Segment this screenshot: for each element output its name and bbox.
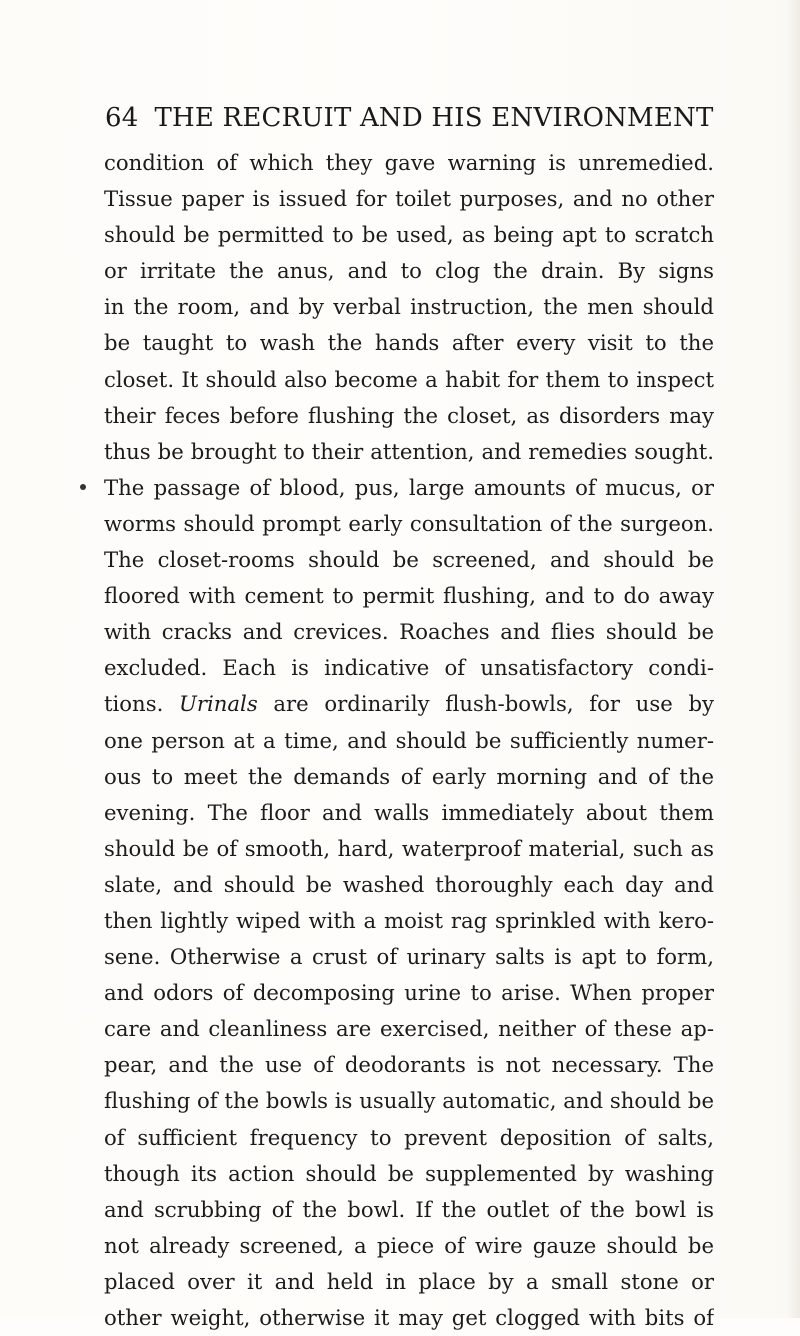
text-line: and scrubbing of the bowl. If the outlet of the bowl is	[104, 1196, 714, 1222]
margin-dot-mark	[80, 484, 86, 490]
text-line: care and cleanliness are exercised, neither of these ap-	[104, 1016, 714, 1042]
running-title: THE RECRUIT AND HIS ENVIRONMENT	[154, 103, 714, 133]
text-line: with cracks and crevices. Roaches and flies should be	[104, 619, 714, 645]
text-line: sene. Otherwise a crust of urinary salts is apt to form,	[104, 944, 714, 970]
text-line: not already screened, a piece of wire gauze should be	[104, 1232, 714, 1258]
text-line: should be permitted to be used, as being apt to scratch	[104, 222, 714, 248]
text-line: closet. It should also become a habit for them to inspect	[104, 366, 714, 392]
text-line: condition of which they gave warning is unremedied.	[104, 150, 714, 175]
page-edge-shadow	[786, 0, 800, 1318]
text-line: their feces before flushing the closet, as disorders may	[104, 402, 714, 428]
text-line: other weight, otherwise it may get clogged with bits of	[104, 1305, 714, 1330]
urinals-italic: Urinals	[179, 691, 258, 717]
text-line: excluded. Each is indicative of unsatisfactory condi-	[104, 655, 714, 681]
text-line: floored with cement to permit flushing, and to do away	[104, 583, 714, 609]
text-line: placed over it and held in place by a small stone or	[104, 1268, 714, 1294]
line-prefix: tions.	[104, 691, 164, 717]
text-line: evening. The floor and walls immediately about them	[104, 799, 714, 825]
text-line-urinals	[104, 686, 714, 722]
text-line: though its action should be supplemented by washing	[104, 1160, 714, 1186]
text-line: The passage of blood, pus, large amounts of mucus, or	[104, 474, 714, 500]
urinals-rest: are ordinarily flush-bowls, for use by	[257, 691, 714, 717]
text-line: flushing of the bowls is usually automatic, and should be	[104, 1088, 714, 1114]
text-line: pear, and the use of deodorants is not necessary. The	[104, 1052, 714, 1078]
text-line: Tissue paper is issued for toilet purposes, and no other	[104, 186, 714, 212]
body-text	[104, 145, 714, 1336]
page-number: 64	[105, 103, 139, 133]
text-line: worms should prompt early consultation of the surgeon.	[104, 510, 714, 536]
running-head	[105, 100, 725, 136]
text-line: thus be brought to their attention, and remedies sought.	[104, 438, 714, 464]
text-line: then lightly wiped with a moist rag sprinkled with kero-	[104, 907, 714, 933]
text-line: or irritate the anus, and to clog the drain. By signs	[104, 258, 714, 284]
text-line: and odors of decomposing urine to arise. When proper	[104, 980, 714, 1006]
text-line: should be of smooth, hard, waterproof material, such as	[104, 835, 714, 861]
text-line: be taught to wash the hands after every visit to the	[104, 330, 714, 356]
text-line: in the room, and by verbal instruction, the men should	[104, 294, 714, 320]
text-line: The closet-rooms should be screened, and should be	[104, 547, 714, 573]
text-line: ous to meet the demands of early morning and of the	[104, 763, 714, 789]
text-line: one person at a time, and should be sufficiently numer-	[104, 727, 714, 753]
text-line: of sufficient frequency to prevent deposition of salts,	[104, 1124, 714, 1150]
text-line: slate, and should be washed thoroughly each day and	[104, 871, 714, 897]
